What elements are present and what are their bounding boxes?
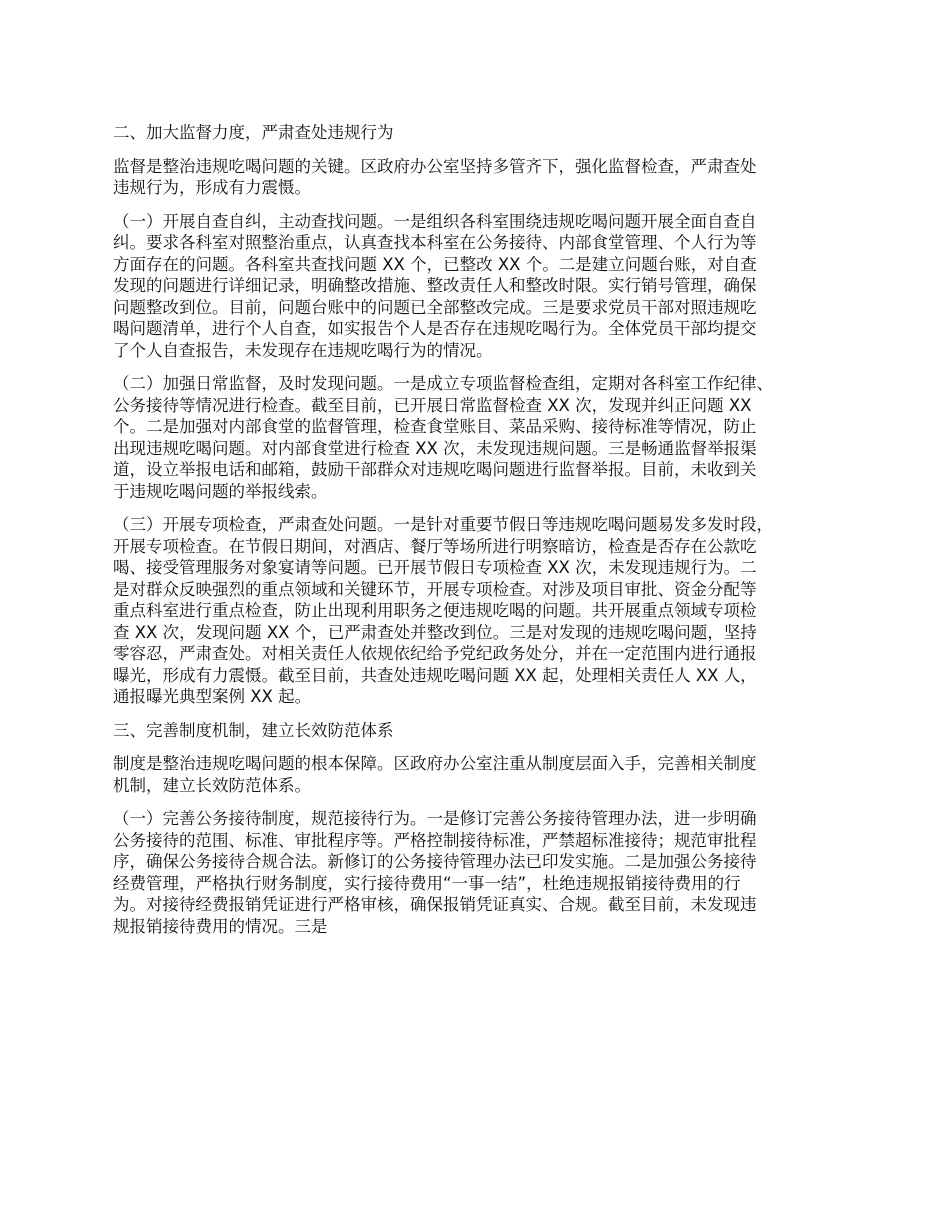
text-line: 于违规吃喝问题的举报线索。: [113, 481, 328, 501]
text-line: 为。对接待经费报销凭证进行严格审核，确保报销凭证真实、合规。截至目前，未发现违: [113, 895, 757, 914]
section-heading: 二、加大监督力度，严肃查处违规行为: [113, 123, 394, 142]
text-line: （一）开展自查自纠，主动查找问题。一是组织各科室围绕违规吃喝问题开展全面自查自: [113, 211, 757, 231]
section-2: [113, 122, 858, 708]
text-line: 规报销接待费用的情况。三是: [113, 916, 328, 936]
paragraph: [113, 373, 858, 502]
text-line: 公务接待等情况进行检查。截至目前，已开展日常监督检查 XX 次，发现并纠正问题 XX: [113, 395, 752, 415]
text-line: 公务接待的范围、标准、审批程序等。严格控制接待标准，严禁超标准接待；规范审批程: [113, 830, 757, 850]
text-line: 零容忍，严肃查处。对相关责任人依规依纪给予党纪政务处分，并在一定范围内进行通报: [113, 644, 757, 663]
text-line: 方面存在的问题。各科室共查找问题 XX 个，已整改 XX 个。二是建立问题台账，对自查: [113, 254, 757, 274]
section-heading: 三、完善制度机制，建立长效防范体系: [113, 720, 394, 740]
text-line: 个。二是加强对内部食堂的监督管理，检查食堂账目、菜品采购、接待标准等情况，防止: [113, 417, 757, 436]
text-line: 纠。要求各科室对照整治重点，认真查找本科室在公务接待、内部食堂管理、个人行为等: [113, 233, 757, 252]
text-line: 制度是整治违规吃喝问题的根本保障。区政府办公室注重从制度层面入手，完善相关制度: [113, 754, 757, 773]
text-line: （三）开展专项检查，严肃查处问题。一是针对重要节假日等违规吃喝问题易发多发时段，: [113, 515, 773, 534]
paragraph: [113, 514, 858, 708]
paragraph: [113, 753, 858, 796]
text-line: 是对群众反映强烈的重点领域和关键环节，开展专项检查。对涉及项目审批、资金分配等: [113, 579, 757, 599]
text-line: （二）加强日常监督，及时发现问题。一是成立专项监督检查组，定期对各科室工作纪律、: [113, 374, 773, 393]
text-line: 开展专项检查。在节假日期间，对酒店、餐厅等场所进行明察暗访，检查是否存在公款吃: [113, 536, 757, 556]
paragraph: [113, 808, 858, 937]
text-line: 违规行为，形成有力震慑。: [113, 178, 311, 197]
text-line: 发现的问题进行详细记录，明确整改措施、整改责任人和整改时限。实行销号管理，确保: [113, 276, 757, 295]
text-line: 通报曝光典型案例 XX 起。: [113, 687, 312, 706]
text-line: （一）完善公务接待制度，规范接待行为。一是修订完善公务接待管理办法，进一步明确: [113, 809, 757, 828]
paragraph: [113, 156, 858, 199]
paragraph: [113, 211, 858, 362]
text-line: 曝光，形成有力震慑。截至目前，共查处违规吃喝问题 XX 起，处理相关责任人 XX 人，: [113, 665, 757, 685]
document-page: [113, 122, 858, 949]
text-line: 经费管理，严格执行财务制度，实行接待费用“一事一结”，杜绝违规报销接待费用的行: [113, 873, 741, 893]
text-line: 喝、接受管理服务对象宴请等问题。已开展节假日专项检查 XX 次，未发现违规行为。二: [113, 558, 757, 577]
text-line: 查 XX 次，发现问题 XX 个，已严肃查处并整改到位。三是对发现的违规吃喝问题，坚持: [113, 622, 757, 642]
text-line: 问题整改到位。目前，问题台账中的问题已全部整改完成。三是要求党员干部对照违规吃: [113, 297, 757, 317]
text-line: 监督是整治违规吃喝问题的关键。区政府办公室坚持多管齐下，强化监督检查，严肃查处: [113, 156, 757, 176]
text-line: 出现违规吃喝问题。对内部食堂进行检查 XX 次，未发现违规问题。三是畅通监督举报渠: [113, 438, 757, 458]
text-line: 机制，建立长效防范体系。: [113, 775, 311, 795]
section-3: [113, 720, 858, 938]
text-line: 喝问题清单，进行个人自查，如实报告个人是否存在违规吃喝行为。全体党员干部均提交: [113, 319, 757, 338]
text-line: 重点科室进行重点检查，防止出现利用职务之便违规吃喝的问题。共开展重点领域专项检: [113, 601, 757, 620]
text-line: 道，设立举报电话和邮箱，鼓励干部群众对违规吃喝问题进行监督举报。目前，未收到关: [113, 460, 757, 479]
text-line: 序，确保公务接待合规合法。新修订的公务接待管理办法已印发实施。二是加强公务接待: [113, 852, 757, 871]
text-line: 了个人自查报告，未发现存在违规吃喝行为的情况。: [113, 340, 493, 360]
